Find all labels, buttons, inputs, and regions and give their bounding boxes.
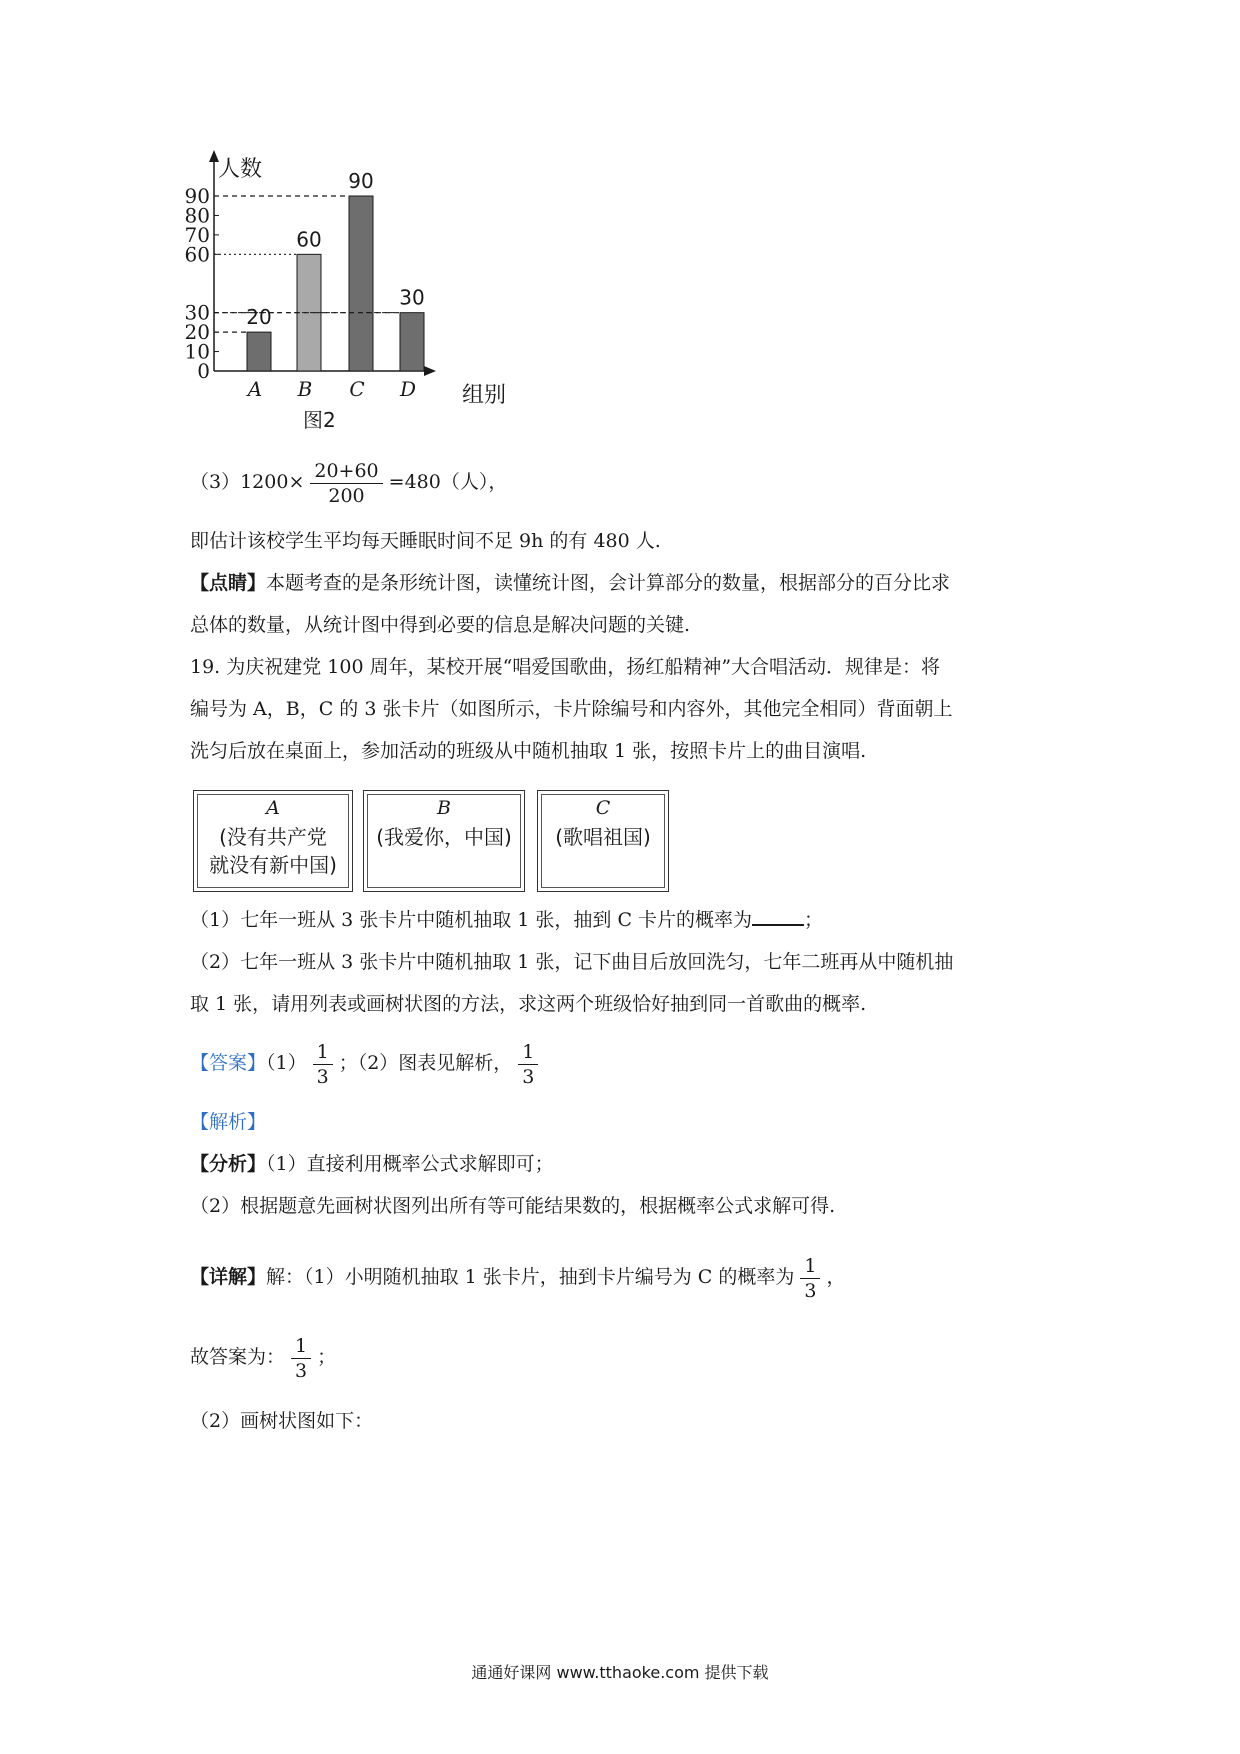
category-label: B	[297, 377, 313, 401]
fenxi-tag: 【分析】	[190, 1153, 267, 1175]
fenxi-text-1: （1）直接利用概率公式求解即可；	[266, 1153, 554, 1175]
detail-tag: 【详解】	[190, 1266, 267, 1288]
comment-tag: 【点睛】	[190, 572, 267, 594]
bar-chart	[180, 150, 520, 440]
comment-text-1: 本题考查的是条形统计图，读懂统计图，会计算部分的数量，根据部分的百分比求	[266, 572, 951, 594]
answer-part1: （1）	[266, 1052, 307, 1074]
so-line	[190, 1327, 336, 1387]
bar	[349, 196, 373, 371]
sub2-line-2: 取 1 张，请用列表或画树状图的方法，求这两个班级恰好抽到同一首歌曲的概率.	[190, 993, 867, 1015]
part3-fraction	[310, 459, 382, 508]
bar-value-label: 60	[296, 227, 322, 252]
answer-fraction-2-den: 3	[518, 1064, 538, 1089]
card-c-inner	[541, 794, 665, 888]
analysis-tag: 【解析】	[190, 1111, 267, 1133]
category-label: C	[349, 377, 365, 401]
y-tick-label: 0	[197, 359, 210, 383]
bar-value-label: 30	[399, 285, 425, 310]
card-c-text: (歌唱祖国)	[555, 825, 651, 849]
part3-denominator: 200	[310, 483, 382, 508]
bar	[247, 332, 271, 371]
card-b-letter: B	[437, 797, 451, 819]
card-b	[363, 790, 525, 892]
answer-line	[190, 1033, 544, 1093]
category-label: A	[247, 377, 263, 401]
sub1-end: ；	[804, 909, 824, 931]
card-c-letter: C	[595, 797, 611, 819]
answer-fraction-2-num: 1	[522, 1040, 535, 1063]
detail-end: ，	[826, 1266, 846, 1288]
part3-formula	[190, 452, 507, 512]
category-label: D	[399, 377, 417, 401]
answer-blank	[752, 906, 804, 926]
detail-fraction	[800, 1254, 820, 1303]
y-tick-label: 20	[184, 320, 210, 345]
card-b-text: (我爱你，中国)	[376, 825, 512, 849]
sub1-text: （1）七年一班从 3 张卡片中随机抽取 1 张，抽到 C 卡片的概率为	[190, 909, 753, 931]
detail-fraction-den: 3	[800, 1278, 820, 1303]
so-fraction-num: 1	[295, 1334, 308, 1357]
y-tick-label: 80	[184, 203, 210, 228]
card-b-inner	[367, 794, 521, 888]
answer-fraction-1-den: 3	[313, 1064, 333, 1089]
comment-line-2: 总体的数量，从统计图中得到必要的信息是解决问题的关键.	[190, 614, 691, 636]
y-tick-label: 90	[184, 184, 210, 208]
card-a-letter: A	[266, 797, 280, 819]
detail-fraction-num: 1	[804, 1254, 817, 1277]
x-axis-arrow	[424, 366, 436, 376]
y-tick-label: 60	[184, 242, 210, 267]
so-text: 故答案为：	[190, 1346, 286, 1368]
detail-line	[190, 1247, 846, 1307]
answer-separator: ；（2）图表见解析，	[338, 1052, 513, 1074]
bar-value-label: 20	[246, 305, 272, 330]
chart-caption: 图2	[303, 408, 336, 432]
part3-prefix: （3）1200×	[190, 471, 305, 493]
bar	[400, 313, 424, 371]
card-a-text: (没有共产党 就没有新中国)	[209, 825, 337, 877]
y-tick-label: 30	[184, 300, 210, 325]
detail-text: 解：（1）小明随机抽取 1 张卡片，抽到卡片编号为 C 的概率为	[266, 1266, 795, 1288]
bar-value-label: 90	[348, 169, 374, 193]
so-fraction	[291, 1334, 311, 1383]
y-tick-label: 10	[184, 339, 210, 364]
comment-line-1	[190, 569, 950, 597]
sub1-line	[190, 906, 823, 934]
so-fraction-den: 3	[291, 1358, 311, 1383]
fenxi-line-2: （2）根据题意先画树状图列出所有等可能结果数的，根据概率公式求解可得.	[190, 1195, 836, 1217]
tree-line: （2）画树状图如下：	[190, 1410, 374, 1432]
part3-suffix: =480（人），	[388, 471, 508, 493]
x-axis-label: 组别	[462, 383, 507, 408]
y-tick-label: 70	[184, 222, 210, 247]
answer-fraction-2	[518, 1040, 538, 1089]
answer-fraction-1-num: 1	[316, 1040, 329, 1063]
q19-line-1: 19. 为庆祝建党 100 周年，某校开展“唱爱国歌曲，扬红船精神”大合唱活动．规律是：将	[190, 656, 941, 678]
part3-conclusion: 即估计该校学生平均每天睡眠时间不足 9h 的有 480 人.	[190, 530, 661, 552]
y-axis-label: 人数	[218, 157, 263, 182]
q19-line-3: 洗匀后放在桌面上，参加活动的班级从中随机抽取 1 张，按照卡片上的曲目演唱.	[190, 740, 867, 762]
answer-fraction-1	[313, 1040, 333, 1089]
so-end: ；	[317, 1346, 337, 1368]
card-c	[537, 790, 669, 892]
fenxi-line-1	[190, 1150, 554, 1178]
page-footer: 通通好课网 www.tthaoke.com 提供下载	[471, 1663, 769, 1682]
card-a-inner	[197, 794, 349, 888]
sub2-line-1: （2）七年一班从 3 张卡片中随机抽取 1 张，记下曲目后放回洗匀，七年二班再从中随机抽	[190, 951, 954, 973]
answer-tag: 【答案】	[190, 1052, 267, 1074]
q19-line-2: 编号为 A，B，C 的 3 张卡片（如图所示，卡片除编号和内容外，其他完全相同）背面朝上	[190, 698, 953, 720]
part3-numerator: 20+60	[314, 459, 379, 482]
card-a	[193, 790, 353, 892]
